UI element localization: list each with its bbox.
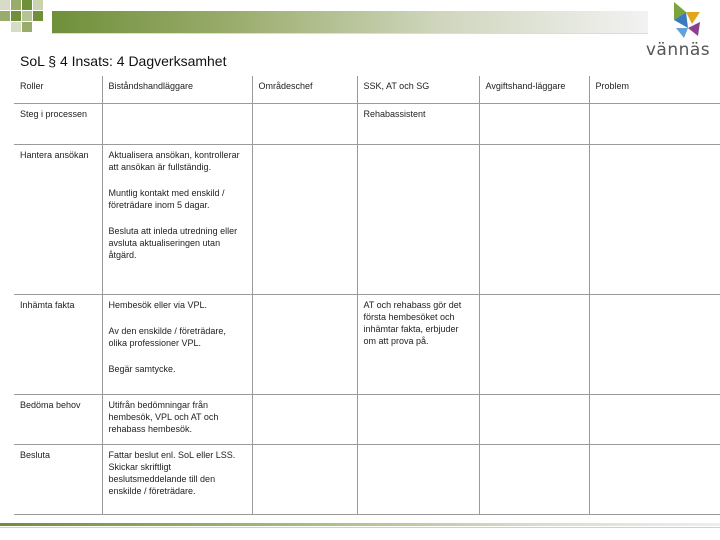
header-ssk: SSK, AT och SG — [357, 76, 479, 103]
table-row-header — [14, 76, 720, 103]
cell-empty — [589, 144, 720, 294]
table-row-besluta — [14, 444, 720, 514]
cell-empty — [357, 394, 479, 444]
cell-empty — [589, 444, 720, 514]
cell-empty — [252, 394, 357, 444]
cell-empty — [479, 394, 589, 444]
row-label-inhamta: Inhämta fakta — [14, 294, 102, 394]
cell-rehabassistent: Rehabassistent — [357, 103, 479, 144]
cell-empty — [252, 103, 357, 144]
logo-wordmark: vännäs — [645, 40, 711, 60]
row-label-besluta: Besluta — [14, 444, 102, 514]
cell-empty — [252, 144, 357, 294]
cell-empty — [252, 294, 357, 394]
header-omradeschef: Områdeschef — [252, 76, 357, 103]
inhamta-text-3: Begär samtycke. — [108, 363, 176, 374]
footer-gradient-bar — [0, 523, 720, 526]
cell-empty — [102, 103, 252, 144]
table-row-inhamta — [14, 294, 720, 394]
cell-bedoma-bistand: Utifrån bedömningar från hembesök, VPL och AT och rehabass hembesök. — [102, 394, 252, 444]
corner-squares-decoration — [0, 0, 60, 42]
hantera-text-2: Muntlig kontakt med enskild / företrädare inom 5 dagar. — [108, 187, 225, 210]
cell-empty — [479, 294, 589, 394]
cell-empty — [479, 103, 589, 144]
cell-empty — [589, 103, 720, 144]
cell-hantera-bistand — [102, 144, 252, 294]
cell-empty — [357, 144, 479, 294]
cell-empty — [357, 444, 479, 514]
cell-empty — [589, 294, 720, 394]
inhamta-text-1: Hembesök eller via VPL. — [108, 299, 208, 310]
header-bistandshandlaggare: Biståndshandläggare — [102, 76, 252, 103]
header-problem: Problem — [589, 76, 720, 103]
title-bar-underline — [52, 33, 648, 34]
row-label-bedoma: Bedöma behov — [14, 394, 102, 444]
table-row-bedoma — [14, 394, 720, 444]
cell-inhamta-bistand — [102, 294, 252, 394]
process-table — [14, 76, 720, 515]
table-row-steg — [14, 103, 720, 144]
row-label-steg: Steg i processen — [14, 103, 102, 144]
inhamta-text-2: Av den enskilde / företrädare, olika professioner VPL. — [108, 325, 226, 348]
footer-underline — [0, 527, 720, 528]
slide-title: SoL § 4 Insats: 4 Dagverksamhet — [20, 53, 227, 69]
title-gradient-bar — [52, 11, 648, 33]
header-avgiftshandlaggare: Avgiftshand-läggare — [479, 76, 589, 103]
cell-empty — [479, 144, 589, 294]
hantera-text-1: Aktualisera ansökan, kontrollerar att ansökan är fullständig. — [108, 149, 240, 172]
table-row-hantera — [14, 144, 720, 294]
cell-empty — [479, 444, 589, 514]
hantera-text-3: Besluta att inleda utredning eller avsluta aktualiseringen utan åtgärd. — [108, 225, 238, 260]
cell-empty — [252, 444, 357, 514]
cell-empty — [589, 394, 720, 444]
row-label-hantera: Hantera ansökan — [14, 144, 102, 294]
header-roller: Roller — [14, 76, 102, 103]
cell-besluta-bistand: Fattar beslut enl. SoL eller LSS. Skickar skriftligt beslutsmeddelande till den enskilde / företrädare. — [102, 444, 252, 514]
cell-inhamta-ssk: AT och rehabass gör det första hembesöket och inhämtar fakta, erbjuder om att prova på. — [357, 294, 479, 394]
